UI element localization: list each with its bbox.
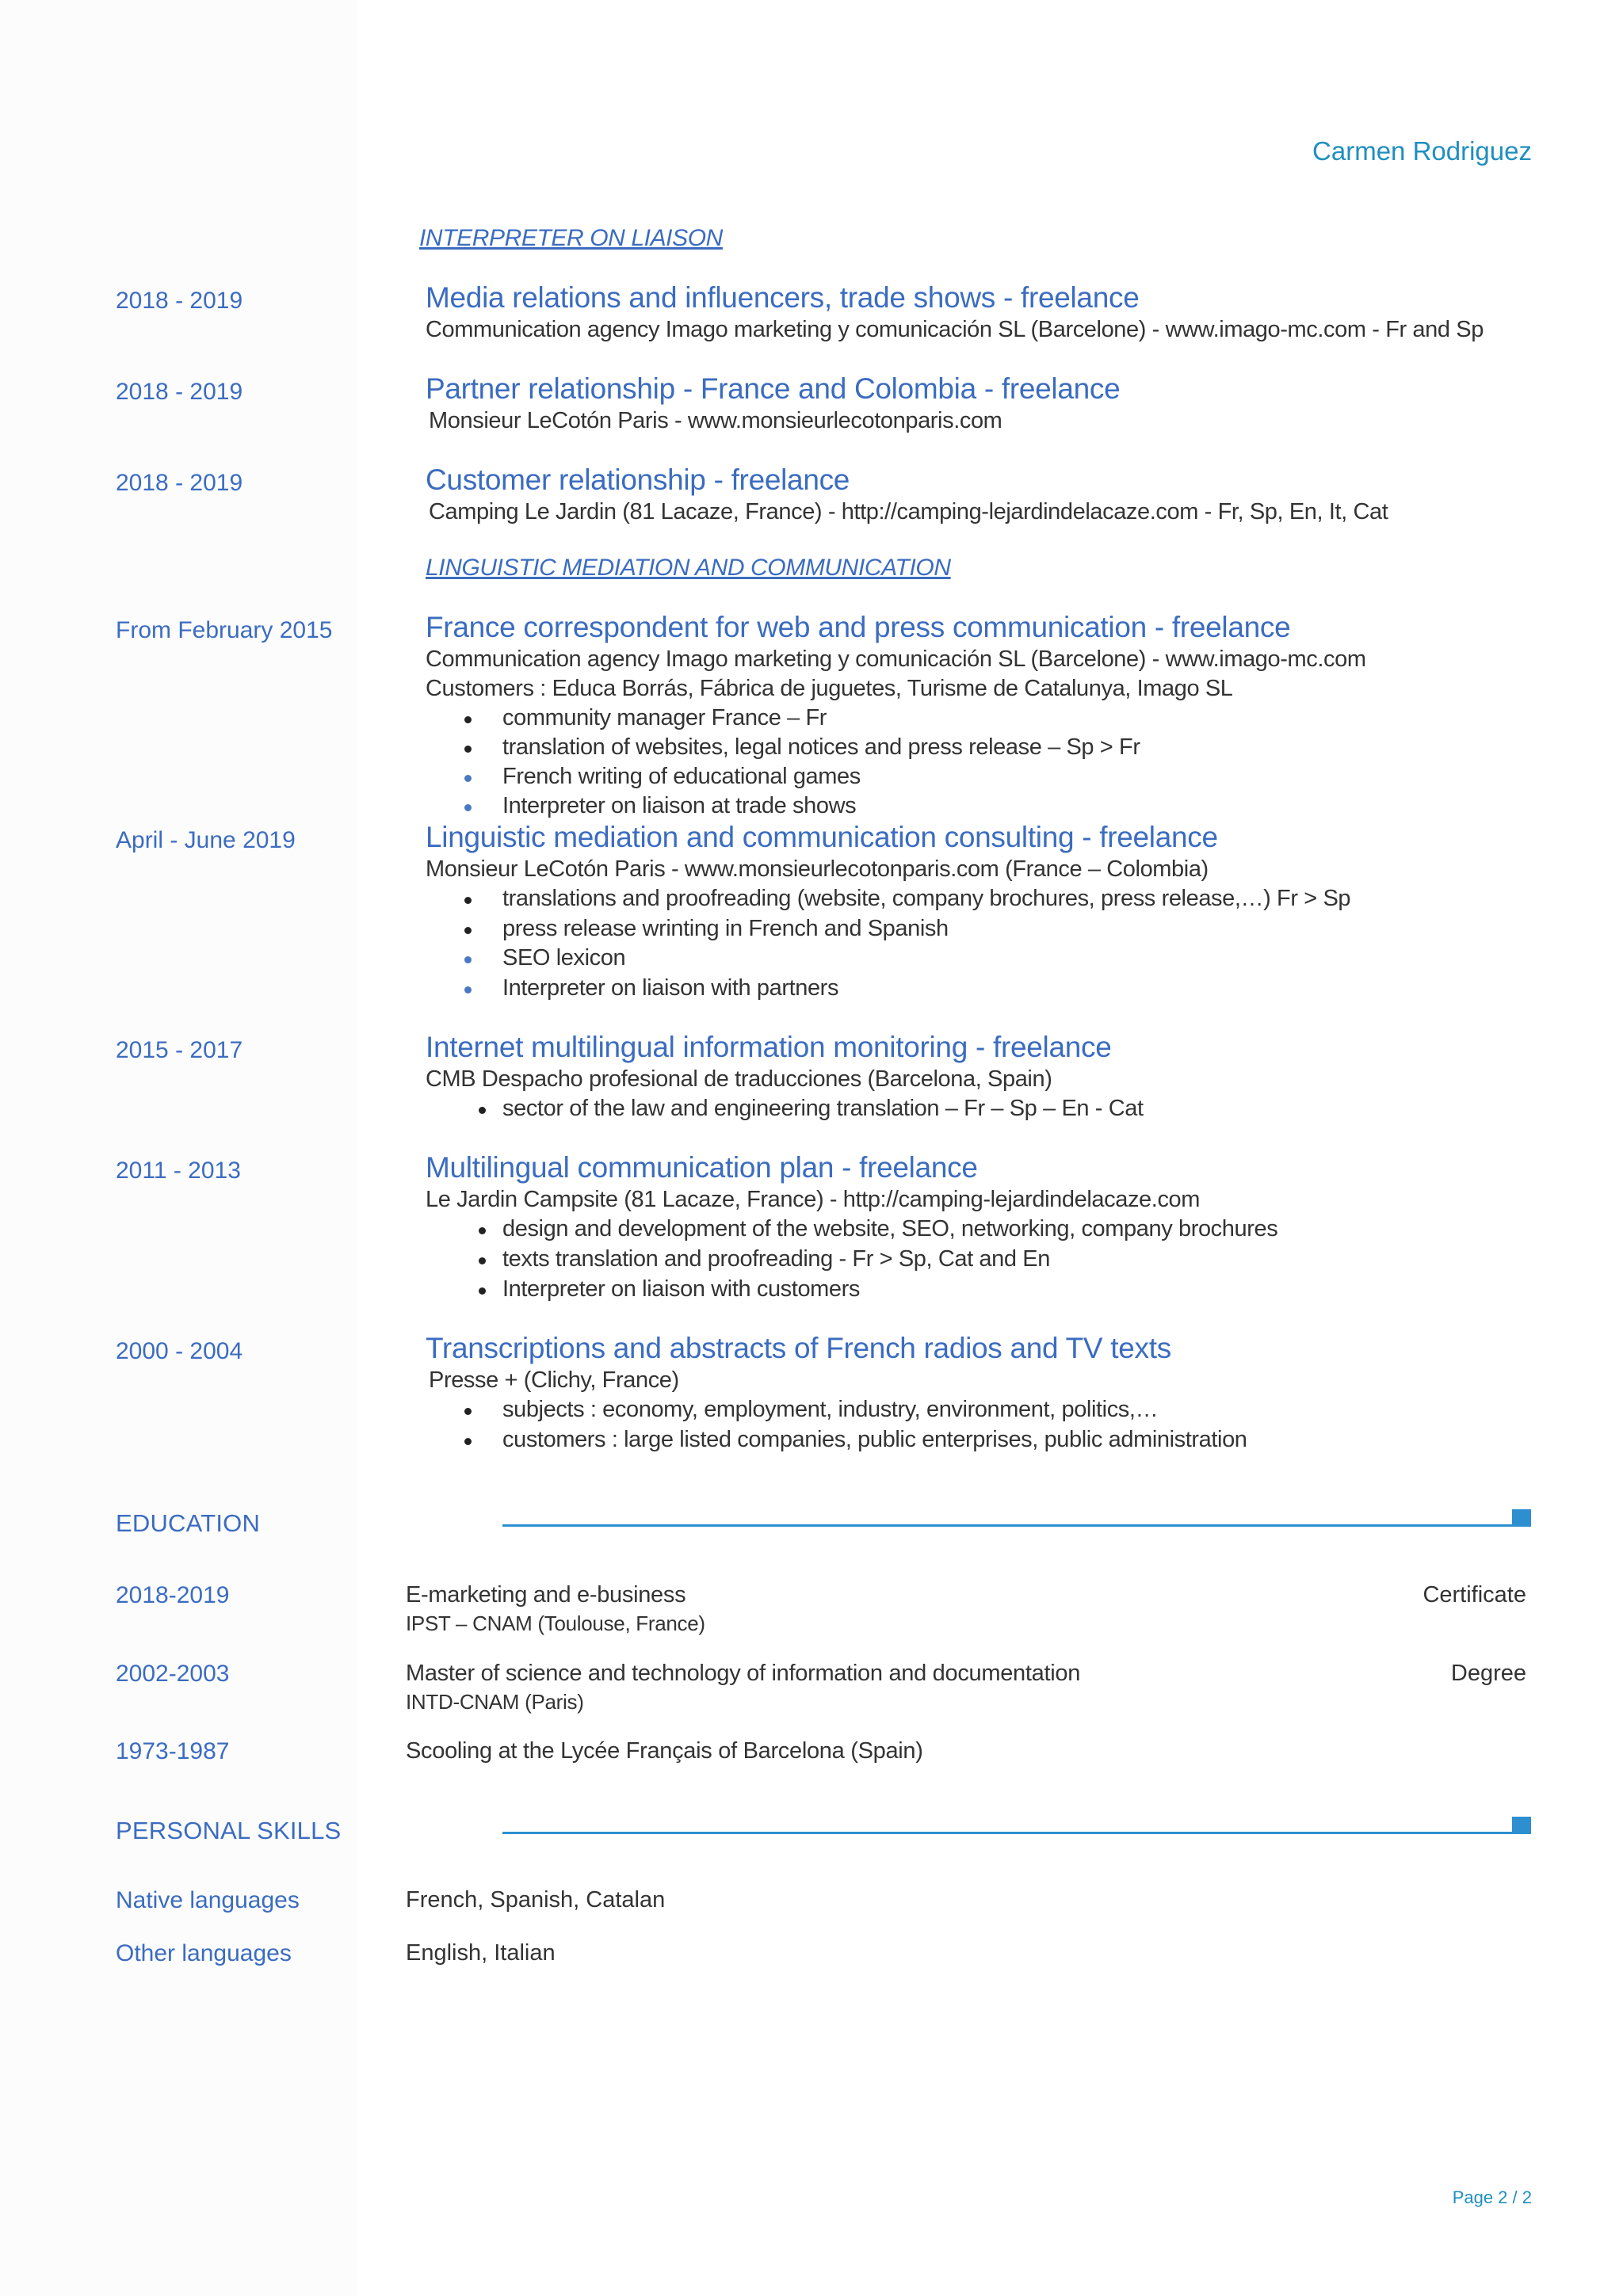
entry-detail: Monsieur LeCotón Paris - www.monsieurlecotonparis.com — [429, 408, 1002, 433]
section-heading-linguistic: LINGUISTIC MEDIATION AND COMMUNICATION — [426, 555, 951, 581]
square-marker-icon — [1512, 1817, 1531, 1834]
education-school: INTD-CNAM (Paris) — [406, 1690, 584, 1714]
entry-detail: Camping Le Jardin (81 Lacaze, France) - http://camping-lejardindelacaze.com - Fr, Sp, En, It, Cat — [429, 499, 1388, 524]
bullet-text: subjects : economy, employment, industry, environment, politics,… — [502, 1397, 1159, 1422]
bullet-text: customers : large listed companies, public enterprises, public administration — [502, 1427, 1247, 1452]
bullet-item — [502, 705, 827, 731]
entry-detail: Communication agency Imago marketing y comunicación SL (Barcelone) - www.imago-mc.com - Fr and Sp — [426, 317, 1484, 342]
skills-heading: PERSONAL SKILLS — [116, 1817, 342, 1844]
entry-detail: Monsieur LeCotón Paris - www.monsieurlecotonparis.com (France – Colombia) — [426, 856, 1209, 882]
education-school: IPST – CNAM (Toulouse, France) — [406, 1611, 705, 1635]
section-heading-interpreter: INTERPRETER ON LIAISON — [419, 225, 723, 251]
education-divider — [502, 1524, 1515, 1527]
bullet-dot-icon — [464, 1408, 472, 1415]
bullet-text: sector of the law and engineering translation – Fr – Sp – En - Cat — [502, 1096, 1144, 1121]
entry-detail: Customers : Educa Borrás, Fábrica de juguetes, Turisme de Catalunya, Imago SL — [426, 676, 1233, 701]
bullet-item — [502, 1216, 1277, 1242]
bullet-text: design and development of the website, SEO, networking, company brochures — [502, 1216, 1278, 1241]
education-award: Certificate — [1423, 1582, 1526, 1608]
bullet-item — [502, 1246, 1050, 1272]
bullet-item — [502, 945, 625, 971]
education-award: Degree — [1450, 1661, 1526, 1686]
education-title: Master of science and technology of information and documentation — [406, 1661, 1081, 1686]
entry-title: Linguistic mediation and communication consulting - freelance — [426, 821, 1218, 853]
entry-date: 2018 - 2019 — [116, 379, 243, 405]
bullet-item — [502, 1096, 1144, 1122]
bullet-item — [502, 764, 861, 790]
page-number: Page 2 / 2 — [1452, 2187, 1532, 2207]
education-heading: EDUCATION — [116, 1509, 261, 1537]
bullet-dot-icon — [464, 956, 472, 963]
entry-date: 2015 - 2017 — [116, 1037, 243, 1063]
skills-divider — [502, 1832, 1515, 1834]
skill-value: French, Spanish, Catalan — [406, 1887, 666, 1913]
bullet-item — [502, 1276, 860, 1302]
bullet-text: translation of websites, legal notices and press release – Sp > Fr — [502, 734, 1140, 760]
entry-date: From February 2015 — [116, 617, 333, 643]
bullet-text: French writing of educational games — [502, 764, 861, 789]
entry-title: France correspondent for web and press communication - freelance — [426, 611, 1291, 643]
bullet-item — [502, 1427, 1247, 1453]
entry-detail: Communication agency Imago marketing y comunicación SL (Barcelone) - www.imago-mc.com — [426, 646, 1366, 672]
bullet-text: SEO lexicon — [502, 945, 626, 971]
entry-title: Internet multilingual information monitoring - freelance — [426, 1031, 1112, 1063]
education-date: 2018-2019 — [116, 1582, 230, 1608]
bullet-dot-icon — [464, 897, 472, 904]
education-date: 1973-1987 — [116, 1738, 230, 1764]
bullet-item — [502, 886, 1350, 912]
bullet-dot-icon — [479, 1257, 486, 1264]
bullet-dot-icon — [464, 775, 472, 782]
education-title: E-marketing and e-business — [406, 1582, 686, 1608]
bullet-item — [502, 1397, 1158, 1423]
entry-date: 2000 - 2004 — [116, 1338, 243, 1364]
candidate-name: Carmen Rodriguez — [1312, 136, 1532, 166]
bullet-dot-icon — [479, 1287, 486, 1295]
bullet-dot-icon — [464, 1438, 472, 1445]
bullet-text: texts translation and proofreading - Fr > Sp, Cat and En — [502, 1246, 1050, 1272]
skill-label: Native languages — [116, 1887, 300, 1913]
bullet-item — [502, 734, 1140, 761]
entry-detail: Le Jardin Campsite (81 Lacaze, France) - http://camping-lejardindelacaze.com — [426, 1187, 1201, 1212]
bullet-dot-icon — [479, 1107, 486, 1114]
square-marker-icon — [1512, 1509, 1531, 1527]
bullet-text: press release wrinting in French and Spanish — [502, 916, 949, 941]
entry-detail: Presse + (Clichy, France) — [429, 1367, 679, 1393]
bullet-item — [502, 916, 949, 942]
bullet-dot-icon — [464, 804, 472, 811]
bullet-item — [502, 975, 838, 1001]
entry-title: Transcriptions and abstracts of French radios and TV texts — [426, 1332, 1171, 1364]
bullet-item — [502, 793, 856, 819]
bullet-text: Interpreter on liaison at trade shows — [502, 793, 857, 818]
bullet-dot-icon — [464, 927, 472, 934]
bullet-text: Interpreter on liaison with customers — [502, 1276, 861, 1302]
bullet-text: community manager France – Fr — [502, 705, 827, 730]
bullet-dot-icon — [464, 716, 472, 723]
entry-title: Partner relationship - France and Colombia - freelance — [426, 372, 1121, 405]
bullet-dot-icon — [464, 986, 472, 994]
bullet-dot-icon — [464, 746, 472, 753]
entry-title: Multilingual communication plan - freelance — [426, 1151, 978, 1184]
entry-date: April - June 2019 — [116, 827, 296, 853]
bullet-dot-icon — [479, 1227, 486, 1234]
entry-date: 2018 - 2019 — [116, 288, 243, 314]
entry-title: Customer relationship - freelance — [426, 463, 850, 496]
entry-date: 2018 - 2019 — [116, 470, 243, 496]
skill-value: English, Italian — [406, 1940, 556, 1966]
bullet-text: translations and proofreading (website, company brochures, press release,…) Fr > Sp — [502, 886, 1351, 911]
entry-date: 2011 - 2013 — [116, 1158, 241, 1184]
education-title: Scooling at the Lycée Français of Barcelona (Spain) — [406, 1738, 923, 1764]
entry-detail: CMB Despacho profesional de traducciones (Barcelona, Spain) — [426, 1066, 1052, 1092]
entry-title: Media relations and influencers, trade shows - freelance — [426, 281, 1140, 314]
education-date: 2002-2003 — [116, 1661, 230, 1687]
bullet-text: Interpreter on liaison with partners — [502, 975, 839, 1001]
skill-label: Other languages — [116, 1940, 292, 1966]
